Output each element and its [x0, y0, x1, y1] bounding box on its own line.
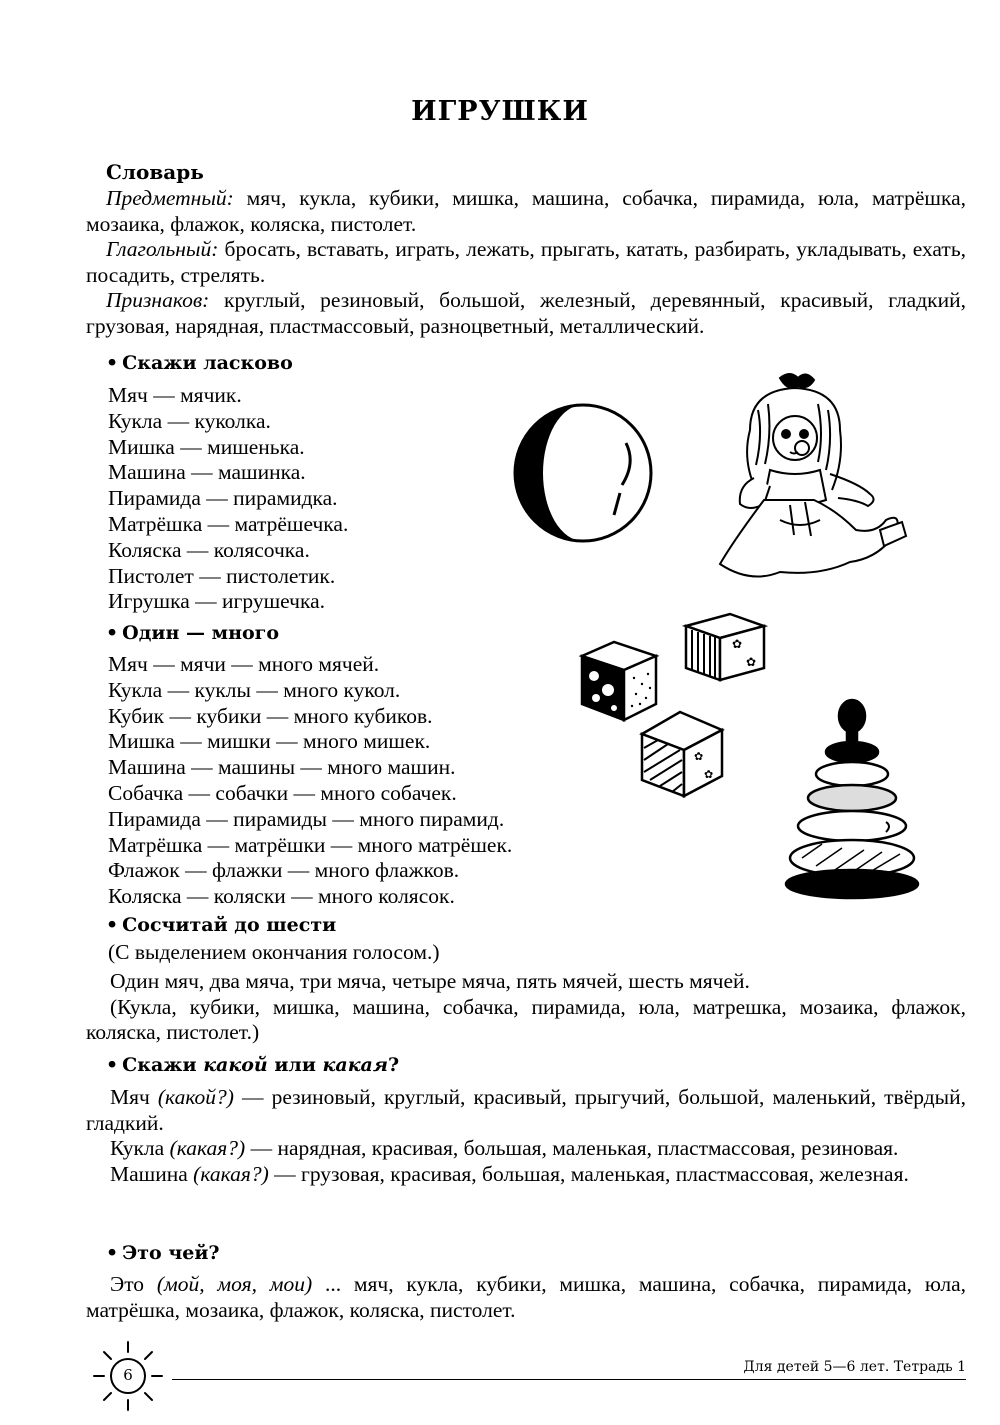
bullet: •	[106, 622, 119, 644]
section-heading-text: Один — много	[122, 622, 279, 644]
vocabulary-block	[86, 186, 966, 339]
which-text: — грузовая, красивая, большая, маленькая, пластмассовая, железная.	[274, 1161, 909, 1186]
list-item: Мяч — мячик.	[108, 383, 242, 407]
whose-paragraph	[86, 1272, 966, 1323]
which-question: (какая?)	[187, 1161, 275, 1186]
footer-caption: Для детей 5—6 лет. Тетрадь 1	[743, 1359, 966, 1375]
list-affectionate	[108, 383, 348, 615]
cube-hatched-illustration	[636, 704, 728, 800]
list-item: Коляска — колясочка.	[108, 537, 310, 562]
section-heading-text: Это чей?	[122, 1242, 220, 1264]
vocabulary-text: круглый, резиновый, большой, железный, деревянный, красивый, гладкий, грузовая, нарядная, пластмассовый, разноцветный, металлический.	[86, 288, 966, 338]
which-item	[86, 1085, 966, 1136]
which-word: Мяч	[110, 1085, 150, 1109]
vocabulary-term: Глагольный:	[106, 237, 219, 261]
count-words: (Кукла, кубики, мишка, машина, собачка, пирамида, юла, матрешка, мозаика, флажок, коляска, пистолет.)	[86, 994, 966, 1044]
heading-part: или	[267, 1054, 323, 1076]
which-word: Кукла	[110, 1136, 165, 1160]
whose-word: Это	[110, 1272, 145, 1296]
whose-item	[86, 1272, 966, 1323]
list-item: Мяч — мячи — много мячей.	[108, 652, 380, 676]
count-example: Один мяч, два мяча, три мяча, четыре мяча, пять мячей, шесть мячей.	[110, 969, 750, 993]
heading-part: какая	[322, 1054, 388, 1076]
pyramid-illustration	[782, 698, 920, 904]
list-item: Мишка — мишки — много мишек.	[108, 729, 431, 754]
bullet: •	[106, 914, 119, 936]
list-item: Машина — машины — много машин.	[108, 755, 456, 780]
list-item: Игрушка — игрушечка.	[108, 589, 325, 614]
count-note: (С выделением окончания голосом.)	[108, 940, 440, 964]
cube-striped-illustration	[680, 608, 770, 683]
section-heading-affectionate	[106, 352, 293, 374]
which-question: (какая?)	[164, 1136, 251, 1160]
list-item: Кукла — куколка.	[108, 408, 271, 433]
list-item: Собачка — собачки — много собачек.	[108, 780, 457, 805]
list-one-many	[108, 652, 512, 910]
which-question: (какой?)	[149, 1085, 243, 1109]
list-item: Мишка — мишенька.	[108, 434, 305, 459]
list-item: Коляска — коляски — много колясок.	[108, 884, 455, 909]
vocabulary-item	[86, 288, 966, 339]
which-item	[86, 1162, 966, 1188]
which-paragraph	[86, 1085, 966, 1187]
list-item: Пирамида — пирамиды — много пирамид.	[108, 806, 505, 831]
vocabulary-term: Предметный:	[106, 186, 234, 210]
section-heading-text: Скажи ласково	[122, 352, 293, 374]
whose-text: ... мяч, кукла, кубики, мишка, машина, собачка, пирамида, юла, матрёшка, мозаика, флажок, коляска, пистолет.	[86, 1272, 966, 1322]
heading-part: какой	[203, 1054, 268, 1076]
flower-icon: ✿	[694, 750, 704, 763]
ball-illustration	[508, 398, 658, 548]
list-item: Пирамида — пирамидка.	[108, 486, 338, 511]
list-item: Пистолет — пистолетик.	[108, 563, 336, 588]
section-heading-which	[106, 1054, 399, 1076]
bullet: •	[106, 352, 119, 374]
list-item: Кукла — куклы — много кукол.	[108, 677, 401, 702]
flower-icon: ✿	[746, 655, 757, 669]
page-title: ИГРУШКИ	[411, 96, 589, 127]
section-heading-count	[106, 914, 336, 936]
page-number: 6	[123, 1366, 133, 1384]
bullet: •	[106, 1242, 119, 1264]
flower-icon: ✿	[704, 768, 714, 781]
vocabulary-text: бросать, вставать, играть, лежать, прыгать, катать, разбирать, укладывать, ехать, посадить, стрелять.	[86, 237, 966, 287]
vocabulary-item	[86, 186, 966, 237]
section-heading-text: Сосчитай до шести	[122, 914, 337, 936]
which-item	[86, 1136, 966, 1162]
flower-icon: ✿	[732, 637, 743, 651]
section-heading-whose	[106, 1242, 220, 1264]
bullet: •	[106, 1054, 119, 1076]
vocabulary-term: Признаков:	[106, 288, 210, 312]
footer-divider	[172, 1379, 966, 1380]
count-paragraph	[86, 969, 966, 1046]
list-item: Матрёшка — матрёшки — много матрёшек.	[108, 832, 513, 857]
vocabulary-heading: Словарь	[106, 160, 204, 184]
list-item: Матрёшка — матрёшечка.	[108, 511, 349, 536]
which-text: — нарядная, красивая, большая, маленькая, пластмассовая, резиновая.	[250, 1136, 899, 1160]
whose-question: (мой, моя, мои)	[144, 1272, 325, 1296]
vocabulary-text: мяч, кукла, кубики, мишка, машина, собачка, пирамида, юла, матрёшка, мозаика, флажок, коляска, пистолет.	[86, 186, 966, 236]
which-text: — резиновый, круглый, красивый, прыгучий, большой, маленький, твёрдый, гладкий.	[86, 1085, 966, 1135]
vocabulary-item	[86, 237, 966, 288]
list-item: Кубик — кубики — много кубиков.	[108, 703, 433, 728]
list-item: Флажок — флажки — много флажков.	[108, 858, 460, 883]
heading-part: ?	[388, 1054, 400, 1076]
doll-illustration	[710, 370, 910, 595]
section-heading-one-many	[106, 622, 279, 644]
which-word: Машина	[110, 1161, 188, 1186]
list-item: Машина — машинка.	[108, 460, 306, 485]
heading-part: Скажи	[122, 1054, 204, 1076]
